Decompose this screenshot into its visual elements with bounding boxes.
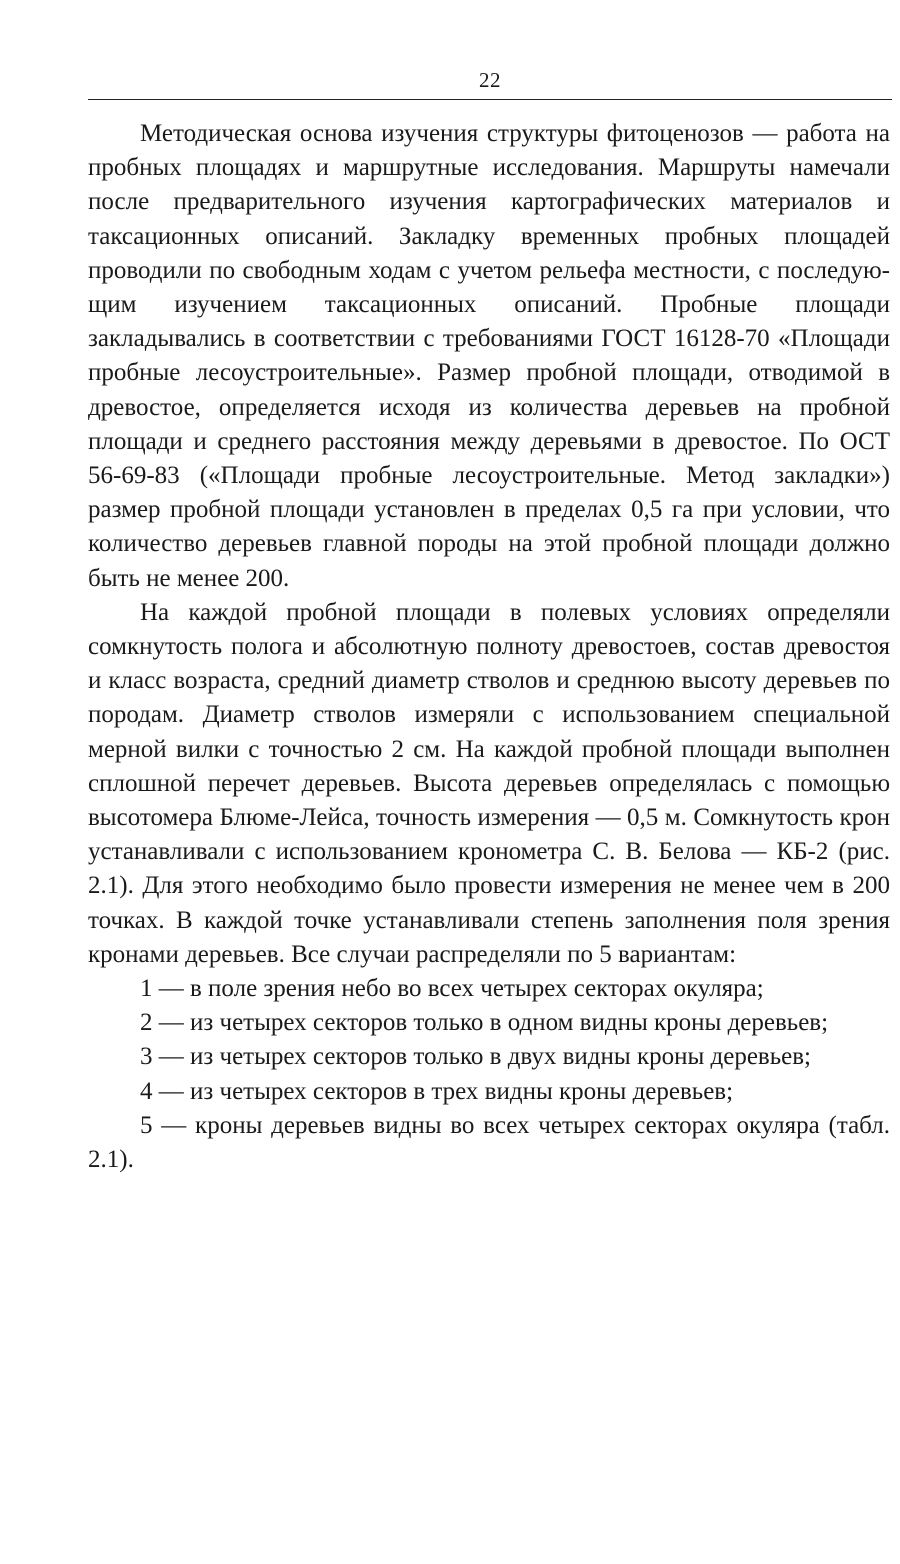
paragraph-field-measurements: На каждой пробной площади в полевых условиях определяли сомкнутость полога и абсолютную полноту древостоев, состав древостоя и класс возраста, средний диаметр стволов и среднюю высоту деревьев по породам. Диаметр стволов измеряли с использованием специальной мерной вилки с точностью 2 см. На каждой пробной площади выполнен сплошной перечет деревьев. Высота деревьев определялась с помощью высотомера Блюме-Лейса, точность измерения — 0,5 м. Сомкнутость крон устанавливали с использованием кронометра С. В. Белова — КБ-2 (рис. 2.1). Для этого необходимо было провести измерения не менее чем в 200 точках. В каждой точке устанавливали степень заполнения поля зрения кронами деревьев. Все случаи распределяли по 5 вариантам: <box>88 598 890 968</box>
page-header <box>88 62 892 100</box>
list-item-variant-2: 2 — из четырех секторов только в одном видны кроны деревьев; <box>140 1009 829 1037</box>
list-item-variant-3: 3 — из четырех секторов только в двух видны кроны деревьев; <box>140 1043 811 1071</box>
page-body <box>88 117 890 1177</box>
paragraph-methodology: Методическая основа изучения структуры фитоценозов — работа на пробных площадях и маршрутные исследования. Маршруты намечали после предварительного изучения картографических материалов и таксационных описаний. Закладку временных пробных площадей проводили по свободным ходам с учетом рельефа местности, с последующим изучением таксационных описаний. Пробные площади закладывались в соответствии с требованиями ГОСТ 16128-70 «Площади пробные лесоустроительные». Размер пробной площади, отводимой в древостое, определяется исходя из количества деревьев на пробной площади и среднего расстояния между деревьями в древостое. По ОСТ 56-69-83 («Площади пробные лесоустроительные. Метод закладки») размер пробной площади установлен в пределах 0,5 га при условии, что количество деревьев главной породы на этой пробной площади должно быть не менее 200. <box>88 120 890 592</box>
list-item-variant-5: 5 — кроны деревьев видны во всех четырех секторах окуляра (табл. 2.1). <box>88 1111 890 1174</box>
header-rule <box>88 99 892 100</box>
list-item-variant-4: 4 — из четырех секторов в трех видны кроны деревьев; <box>140 1077 734 1105</box>
page-number: 22 <box>479 68 501 92</box>
list-item-variant-1: 1 — в поле зрения небо во всех четырех секторах окуляра; <box>140 975 764 1003</box>
